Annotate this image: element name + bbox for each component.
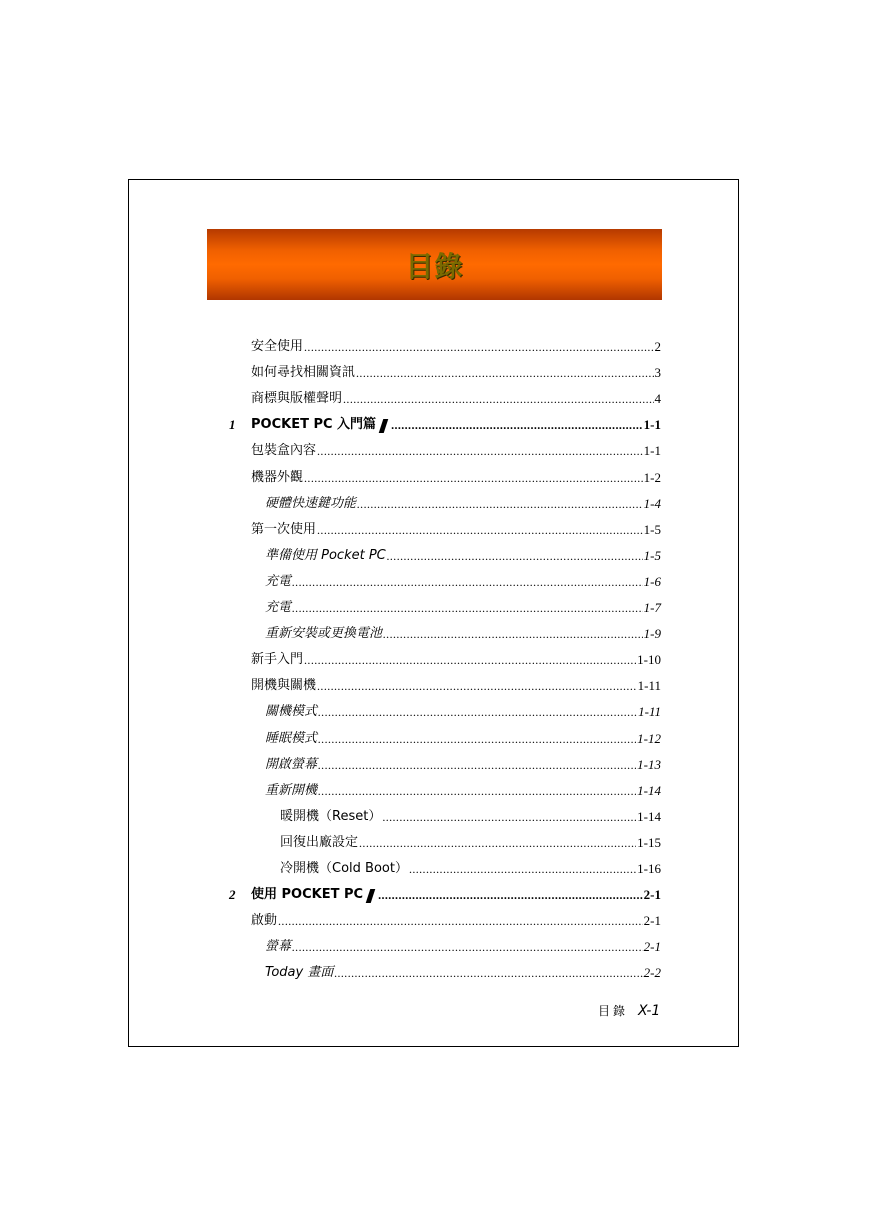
toc-entry-title: 機器外觀 (251, 469, 304, 485)
toc-leader-dots (391, 417, 643, 433)
toc-leader-dots (304, 470, 643, 486)
toc-row[interactable] (251, 464, 661, 486)
toc-leader-dots (317, 678, 637, 694)
toc-entry-title: POCKET PC 入門篇 (251, 417, 377, 433)
toc-leader-dots (318, 757, 636, 773)
footer-page-number: X-1 (638, 1003, 661, 1019)
toc-row[interactable] (265, 594, 661, 616)
toc-entry-title: 回復出廠設定 (280, 834, 359, 850)
toc-leader-dots (318, 704, 637, 720)
toc-entry-title: 重新安裝或更換電池 (265, 626, 383, 642)
toc-row[interactable] (251, 516, 661, 538)
toc-row[interactable] (251, 907, 661, 929)
toc-leader-dots (387, 548, 643, 564)
toc-chapter-row[interactable] (229, 881, 661, 903)
toc-row[interactable] (251, 359, 661, 381)
toc-leader-dots (318, 731, 636, 747)
toc-leader-dots (292, 600, 643, 616)
toc-entry-title: 冷開機（Cold Boot） (280, 861, 408, 876)
toc-entry-title: 關機模式 (265, 704, 318, 720)
toc-page-number: 1-10 (637, 652, 661, 668)
toc-page-number: 1-1 (643, 443, 661, 459)
toc-leader-dots (317, 522, 643, 538)
toc-row[interactable] (265, 568, 661, 590)
toc-entry-title: 重新開機 (265, 782, 318, 798)
toc-page-number: 2-1 (643, 939, 661, 955)
toc-entry-title: 啟動 (251, 913, 278, 929)
toc-page-number: 1-16 (637, 861, 661, 876)
chapter-slash-mark (366, 889, 376, 903)
toc-entry-title: 新手入門 (251, 652, 304, 668)
toc-row[interactable] (251, 333, 661, 355)
toc-row[interactable] (251, 672, 661, 694)
toc-row[interactable] (265, 698, 661, 720)
toc-page-number: 1-6 (643, 573, 661, 589)
toc-page-number: 1-5 (643, 521, 661, 537)
toc-row[interactable] (251, 646, 661, 668)
toc-entry-title: 螢幕 (265, 939, 292, 955)
toc-entry-title: 充電 (265, 573, 292, 589)
toc-leader-dots (292, 939, 643, 955)
toc-entry-title: 使用 POCKET PC (251, 887, 364, 903)
toc-leader-dots (334, 965, 642, 981)
toc-page-number: 2 (654, 339, 661, 354)
toc-page-number: 3 (654, 365, 661, 381)
toc-leader-dots (356, 365, 653, 381)
toc-entry-title: 如何尋找相關資訊 (251, 365, 356, 381)
toc-entry-title: 開啟螢幕 (265, 756, 318, 772)
toc-leader-dots (357, 496, 643, 512)
toc-entry-title: 包裝盒內容 (251, 443, 317, 459)
toc-page-number: 1-15 (637, 834, 661, 850)
toc-entry-title: 商標與版權聲明 (251, 391, 343, 407)
toc-row[interactable] (251, 385, 661, 407)
toc-page-number: 4 (654, 391, 661, 407)
page-title: 目錄 (405, 249, 464, 283)
toc-entry-title: 暖開機（Reset） (280, 808, 382, 824)
toc-entry-title: 睡眠模式 (265, 730, 318, 746)
toc-chapter-number: 1 (229, 417, 236, 433)
toc-entry-title: 第一次使用 (251, 521, 317, 537)
toc-leader-dots (383, 626, 643, 642)
title-banner (207, 229, 662, 300)
toc-leader-dots (304, 339, 653, 355)
toc-leader-dots (359, 835, 636, 851)
toc-entry-title: 安全使用 (251, 339, 304, 354)
toc-page-number: 2-2 (643, 965, 661, 981)
toc-page-number: 1-1 (643, 417, 661, 433)
toc-leader-dots (304, 652, 636, 668)
toc-page-number: 1-11 (638, 704, 661, 720)
toc-page-number: 1-9 (643, 626, 661, 642)
toc-page-number: 1-5 (643, 547, 661, 563)
toc-row[interactable] (251, 437, 661, 459)
toc-page-number: 2-1 (643, 913, 661, 929)
toc-row[interactable] (265, 959, 661, 981)
toc-page-number: 1-4 (643, 495, 661, 511)
toc-row[interactable] (265, 620, 661, 642)
footer-label: 目錄 (598, 1004, 629, 1018)
toc-leader-dots (409, 861, 636, 877)
toc-page-number: 1-13 (637, 756, 661, 772)
toc-entry-title: 硬體快速鍵功能 (265, 495, 357, 511)
toc-chapter-row[interactable] (229, 411, 661, 433)
toc-row[interactable] (265, 933, 661, 955)
toc-page-number: 1-12 (637, 730, 661, 746)
toc-page-number: 1-14 (637, 782, 661, 798)
toc-leader-dots (378, 887, 643, 903)
toc-page-number: 1-7 (643, 600, 661, 615)
toc-entry-title: 開機與關機 (251, 678, 317, 694)
toc-leader-dots (317, 443, 643, 459)
toc-page-number: 1-11 (637, 678, 661, 694)
toc-entry-title: 充電 (265, 600, 292, 615)
toc-chapter-number: 2 (229, 887, 236, 903)
toc-leader-dots (318, 783, 636, 799)
toc-row[interactable] (265, 777, 661, 799)
toc-row[interactable] (265, 725, 661, 747)
toc-page-number: 1-14 (637, 808, 661, 824)
toc-row[interactable] (280, 855, 661, 877)
toc-entry-title: Today 畫面 (265, 965, 334, 981)
page-footer (598, 1002, 660, 1019)
toc-page-number: 2-1 (643, 887, 661, 903)
toc-page-number: 1-2 (643, 469, 661, 485)
toc-row[interactable] (265, 751, 661, 773)
toc-leader-dots (292, 574, 643, 590)
toc-entry-title: 準備使用 Pocket PC (265, 547, 386, 563)
toc-row[interactable] (280, 803, 661, 825)
toc-row[interactable] (265, 542, 661, 564)
toc-leader-dots (278, 913, 643, 929)
toc-leader-dots (382, 809, 636, 825)
toc-leader-dots (343, 391, 653, 407)
toc-row[interactable] (265, 490, 661, 512)
chapter-slash-mark (379, 419, 389, 433)
toc-row[interactable] (280, 829, 661, 851)
